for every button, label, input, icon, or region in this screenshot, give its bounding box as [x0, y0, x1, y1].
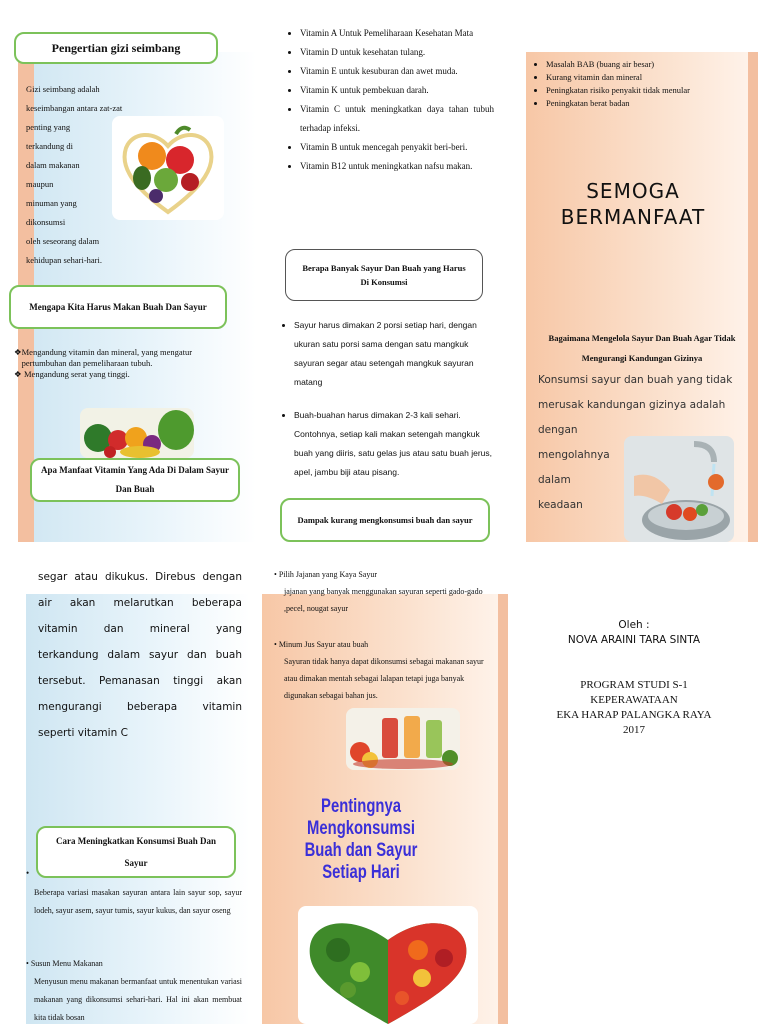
manage-line: Konsumsi sayur dan buah yang tidak	[538, 374, 733, 386]
increase-title-box	[36, 826, 236, 878]
cont-line: tersebut. Pemanasan tinggi akan	[38, 675, 242, 687]
manage-line: mengolahnya	[538, 449, 610, 461]
vitamin-item: • Vitamin C untuk meningkatkan daya tahan tubuh terhadap infeksi.	[300, 100, 494, 138]
benefit-title-box	[30, 458, 240, 502]
panel-1-title: Pengertian gizi seimbang	[51, 40, 181, 55]
by-label: Oleh :	[618, 619, 650, 631]
impact-item: • Peningkatan risiko penyakit tidak menular	[546, 84, 740, 97]
juice-title: • Minum Jus Sayur atau buah	[274, 640, 369, 649]
juice-image	[346, 708, 460, 770]
variation-text: Beberapa variasi masakan sayuran antara lain sayur sop, sayur lodeh, sayur asem, sayur tumis, sayur kukus, dan sayur oseng	[34, 888, 242, 915]
vegetables-image	[80, 408, 194, 458]
intro-line: keseimbangan antara zat-zat	[26, 103, 123, 113]
portion-list	[278, 316, 492, 482]
menu-block	[26, 955, 242, 1027]
intro-line: kehidupan sehari-hari.	[26, 255, 102, 265]
author-name: NOVA ARAINI TARA SINTA	[567, 634, 701, 646]
cover-title-line: Buah dan Sayur	[304, 840, 418, 861]
vegetable-heart-image	[298, 906, 478, 1024]
intro-line: Gizi seimbang adalah	[26, 84, 100, 94]
panel-1-title-box	[14, 32, 218, 64]
program-line: 2017	[623, 724, 645, 736]
vitamin-list	[284, 24, 494, 176]
cont-line: terkandung dalam sayur dan buah	[38, 649, 242, 661]
impact-item: • Masalah BAB (buang air besar)	[546, 58, 740, 71]
cont-line: segar atau dikukus. Direbus dengan	[38, 571, 242, 583]
vitamin-item: • Vitamin B untuk mencegah penyakit beri-beri.	[300, 138, 494, 157]
why-list	[14, 347, 194, 380]
washing-vegetables-image	[624, 436, 734, 542]
menu-text: Menyusun menu makanan bermanfaat untuk menentukan variasi makanan yang dikonsumsi sehari-hari. Hal ini akan membuat kita tidak bosan	[34, 977, 242, 1022]
manage-title: Bagaimana Mengelola Sayur Dan Buah Agar Tidak Mengurangi Kandungan Gizinya	[548, 333, 736, 363]
diamond-bullet-icon: ❖	[14, 347, 22, 357]
why-title: Mengapa Kita Harus Makan Buah Dan Sayur	[29, 302, 207, 312]
impact-item: • Peningkatan berat badan	[546, 97, 740, 110]
panel-5-strip	[498, 594, 508, 1024]
cont-line: vitamin dan mineral yang	[38, 623, 242, 635]
manage-line: dengan	[538, 424, 578, 436]
cont-line: seperti vitamin C	[38, 727, 128, 739]
snack-block	[274, 566, 494, 617]
manage-line: keadaan	[538, 499, 583, 511]
bullet-dot-icon: •	[26, 868, 30, 878]
why-title-box	[9, 285, 227, 329]
manage-line: merusak kandungan gizinya adalah	[538, 399, 726, 411]
snack-title: • Pilih Jajanan yang Kaya Sayur	[274, 570, 378, 579]
panel-4-continued	[38, 564, 242, 746]
program-line: KEPERAWATAAN	[590, 694, 678, 706]
menu-title: • Susun Menu Makanan	[26, 959, 103, 968]
closing-text: SEMOGA BERMANFAAT	[560, 179, 706, 229]
cover-title-line: Setiap Hari	[322, 862, 400, 883]
manage-line: dalam	[538, 474, 571, 486]
juice-block	[274, 636, 496, 704]
cover-title	[287, 796, 435, 884]
intro-line: dikonsumsi	[26, 217, 66, 227]
impact-title: Dampak kurang mengkonsumsi buah dan sayur	[297, 514, 473, 525]
vitamin-item: • Vitamin A Untuk Pemeliharaan Kesehatan Mata	[300, 24, 494, 43]
intro-line: minuman yang	[26, 198, 77, 208]
portion-title: Berapa Banyak Sayur Dan Buah yang Harus Di Konsumsi	[302, 263, 466, 287]
snack-text: jajanan yang banyak menggunakan sayuran seperti gado-gado ,pecel, nougat sayur	[284, 587, 483, 613]
vitamin-item: • Vitamin E untuk kesuburan dan awet muda.	[300, 62, 494, 81]
diamond-bullet-icon: ❖	[14, 369, 22, 379]
why-item: ❖ Mengandung serat yang tinggi.	[14, 369, 130, 379]
cont-line: mengurangi beberapa vitamin	[38, 701, 242, 713]
why-item: ❖ Mengandung vitamin dan mineral, yang mengatur pertumbuhan dan pemeliharaan tubuh.	[14, 347, 193, 368]
intro-line: terkandung di	[26, 141, 73, 151]
impact-item: • Kurang vitamin dan mineral	[546, 71, 740, 84]
program-info	[526, 678, 742, 738]
benefit-title: Apa Manfaat Vitamin Yang Ada Di Dalam Sayur Dan Buah	[41, 465, 229, 494]
portion-item: • Sayur harus dimakan 2 porsi setiap hari, dengan ukuran satu porsi sama dengan satu mangkuk sayuran segar atau setengah mangkuk sayuran matang	[294, 316, 492, 392]
portion-item: • Buah-buahan harus dimakan 2-3 kali sehari. Contohnya, setiap kali makan setengah mangkuk buah yang diiris, satu gelas jus atau satu buah jerus, apel, jambu biji atau pisang.	[294, 406, 492, 482]
intro-line: maupun	[26, 179, 54, 189]
vitamin-item: • Vitamin K untuk pembekuan darah.	[300, 81, 494, 100]
credits	[526, 618, 742, 648]
impact-title-box	[280, 498, 490, 542]
cont-line: air akan melarutkan beberapa	[38, 597, 242, 609]
intro-line: dalam makanan	[26, 160, 80, 170]
increase-title: Cara Meningkatkan Konsumsi Buah Dan Sayur	[55, 836, 217, 868]
juice-text: Sayuran tidak hanya dapat dikonsumsi sebagai makanan sayur atau dimakan mentah sebagai lalapan tetapi juga banyak digunakan sebagai bahan jus.	[284, 657, 484, 700]
fruit-heart-image	[112, 116, 224, 220]
intro-line: oleh seseorang dalam	[26, 236, 100, 246]
intro-line: penting yang	[26, 122, 71, 132]
impact-list	[530, 58, 740, 110]
vitamin-item: • Vitamin B12 untuk meningkatkan nafsu makan.	[300, 157, 494, 176]
portion-title-box	[285, 249, 483, 301]
program-line: PROGRAM STUDI S-1	[580, 679, 688, 691]
program-line: EKA HARAP PALANGKA RAYA	[556, 709, 712, 721]
vitamin-item: • Vitamin D untuk kesehatan tulang.	[300, 43, 494, 62]
cover-title-line: Pentingnya Mengkonsumsi	[307, 796, 415, 839]
